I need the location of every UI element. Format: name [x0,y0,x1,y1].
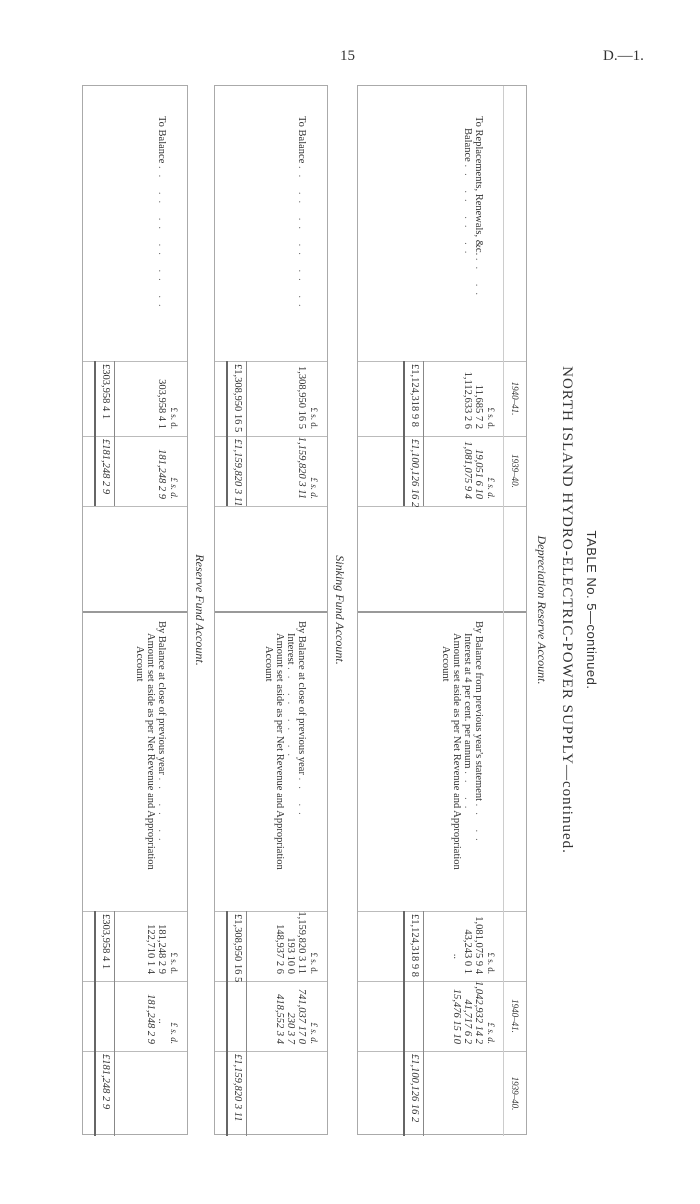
total-1939: £1,159,820 3 11 [232,1054,243,1122]
total-1940: £303,958 4 1 [100,364,111,420]
amount: 11,685 7 2 [473,384,484,429]
debit-line: To Balance .. .. .. .. .. .. [156,116,167,313]
amount: 1,081,075 9 4 [473,916,484,974]
amount: 19,051 6 10 [473,449,484,499]
amount: 181,248 2 9 [156,449,167,499]
credit-line: By Balance from previous year's statement .. .. [473,621,484,847]
units: £ s. d. [309,477,319,499]
total-1939: £1,100,126 16 2 [409,439,420,508]
amount: 741,037 17 0 [296,988,307,1044]
units: £ s. d. [486,477,496,499]
amount: 148,937 2 6 [274,924,285,974]
table-title: NORTH ISLAND HYDRO-ELECTRIC-POWER SUPPLY—continued. [559,366,575,854]
total-1940: £1,124,318 9 8 [409,914,420,977]
amount: 230 3 7 [285,1012,296,1044]
amount: 181,248 2 9 [145,994,156,1044]
credit-line: Account [134,646,145,682]
document-reference: D.—1. [603,48,644,64]
amount: 41,717 6 2 [462,999,473,1044]
amount: 1,112,633 2 6 [462,371,473,429]
amount: .. [451,953,462,959]
total-1939: £181,248 2 9 [100,1054,111,1110]
amount: 1,159,820 3 11 [296,436,307,499]
amount: 193 10 0 [285,937,296,974]
total-1940: £303,958 4 1 [100,914,111,970]
amount: 1,159,820 3 11 [296,911,307,974]
credit-line: Amount set aside as per Net Revenue and Appropriation [145,633,156,870]
units: £ s. d. [169,477,179,499]
credit-line: Amount set aside as per Net Revenue and Appropriation [451,633,462,870]
reserve-fund-account [82,85,188,1135]
table-label: TABLE No. 5—continued. [584,530,599,690]
units: £ s. d. [169,952,179,974]
credit-line: Account [263,646,274,682]
amount: 1,081,075 9 4 [462,441,473,499]
units: £ s. d. [169,407,179,429]
total-1940: £1,308,950 16 5 [232,364,243,433]
units: £ s. d. [486,952,496,974]
total-1940: £1,308,950 16 5 [232,914,243,983]
col-header-1939: 1939–40. [510,1076,520,1111]
amount: 181,248 2 9 [156,924,167,974]
credit-line: By Balance at close of previous year .. .. .. [156,621,167,847]
total-1939: £1,100,126 16 2 [409,1054,420,1123]
units: £ s. d. [309,407,319,429]
units: £ s. d. [309,952,319,974]
amount: 43,243 0 1 [462,929,473,974]
amount: 303,958 4 1 [156,379,167,429]
total-1939: £1,159,820 3 11 [232,439,243,507]
units: £ s. d. [169,1022,179,1044]
col-header-1939: 1939–40. [510,454,520,488]
units: £ s. d. [309,1022,319,1044]
reserve-account-title: Reserve Fund Account. [193,554,207,666]
units: £ s. d. [486,1022,496,1044]
amount: 1,042,932 14 2 [473,981,484,1044]
depreciation-account-title: Depreciation Reserve Account. [535,535,549,685]
total-1939: £181,248 2 9 [100,439,111,495]
credit-line: Amount set aside as per Net Revenue and Appropriation [274,633,285,870]
rotated-table [100,85,599,1135]
col-header-1940: 1940–41. [510,999,520,1033]
debit-line: To Balance .. .. .. .. .. .. [296,116,307,313]
col-header-1940: 1940–41. [510,381,520,416]
amount: 418,552 3 4 [274,994,285,1044]
sinking-account-title: Sinking Fund Account. [333,555,347,665]
units: £ s. d. [486,407,496,429]
total-1940: £1,124,318 9 8 [409,364,420,427]
amount: 122,710 1 4 [145,924,156,974]
debit-line: Balance .. .. .. .. [462,128,473,260]
credit-line: Account [440,646,451,682]
credit-line: By Balance at close of previous year .. .. [296,621,307,821]
debit-line: To Replacements, Renewals, &c. .. .. [473,116,484,301]
credit-line: Interest .. .. .. .. [285,633,296,762]
depreciation-account [357,85,527,1135]
amount: .. [156,1018,167,1024]
page-number: 15 [340,48,355,64]
amount: 1,308,950 16 5 [296,366,307,429]
sinking-fund-account [214,85,328,1135]
amount: 15,476 15 10 [451,988,462,1044]
credit-line: Interest at 4 per cent. per annum .. .. [462,633,473,815]
